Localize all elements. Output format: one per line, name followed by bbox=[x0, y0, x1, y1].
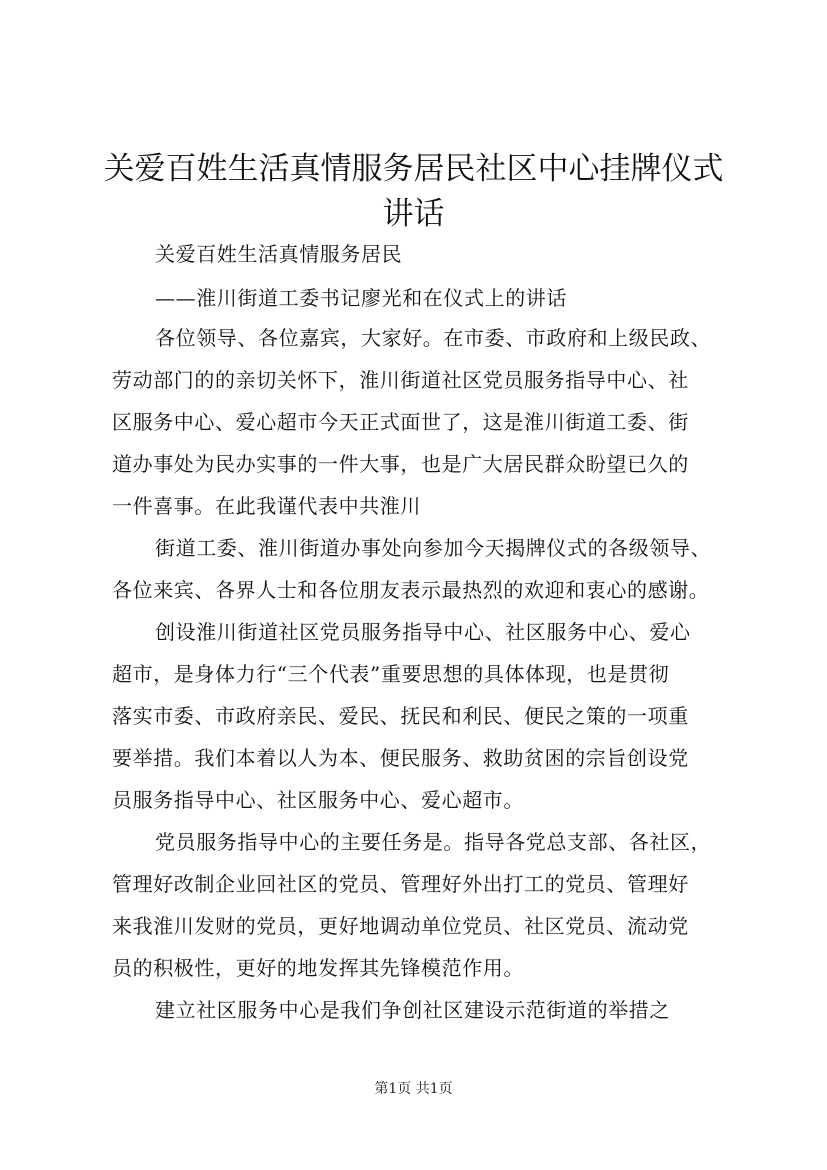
speaker-line: ——淮川街道工委书记廖光和在仪式上的讲话 bbox=[155, 286, 567, 310]
paragraph-5-line-1: 建立社区服务中心是我们争创社区建设示范街道的举措之 bbox=[155, 998, 670, 1022]
paragraph-4-line-1: 党员服务指导中心的主要任务是。指导各党总支部、各社区， bbox=[155, 830, 712, 854]
paragraph-3-line-4: 要举措。我们本着以人为本、便民服务、救助贫困的宗旨创设党 bbox=[112, 746, 689, 770]
document-title-line-2: 讲话 bbox=[382, 196, 445, 232]
paragraph-1-line-2: 劳动部门的的亲切关怀下，淮川街道社区党员服务指导中心、社 bbox=[112, 368, 689, 392]
paragraph-1-line-3: 区服务中心、爱心超市今天正式面世了，这是淮川街道工委、街 bbox=[112, 410, 689, 434]
paragraph-2-line-2: 各位来宾、各界人士和各位朋友表示最热烈的欢迎和衷心的感谢。 bbox=[112, 578, 710, 602]
paragraph-1-line-1: 各位领导、各位嘉宾，大家好。在市委、市政府和上级民政、 bbox=[155, 326, 712, 350]
paragraph-1-line-4: 道办事处为民办实事的一件大事，也是广大居民群众盼望已久的 bbox=[112, 452, 689, 476]
paragraph-3-line-5: 员服务指导中心、社区服务中心、爱心超市。 bbox=[112, 788, 524, 812]
paragraph-3-line-2: 超市，是身体力行“三个代表”重要思想的具体体现，也是贯彻 bbox=[112, 662, 670, 686]
document-title-line-1: 关爱百姓生活真情服务居民社区中心挂牌仪式 bbox=[103, 151, 724, 187]
paragraph-4-line-3: 来我淮川发财的党员，更好地调动单位党员、社区党员、流动党 bbox=[112, 914, 689, 938]
paragraph-3-line-3: 落实市委、市政府亲民、爱民、抚民和利民、便民之策的一项重 bbox=[112, 704, 689, 728]
subtitle-line: 关爱百姓生活真情服务居民 bbox=[155, 242, 403, 266]
paragraph-2-line-1: 街道工委、淮川街道办事处向参加今天揭牌仪式的各级领导、 bbox=[155, 536, 712, 560]
paragraph-4-line-2: 管理好改制企业回社区的党员、管理好外出打工的党员、管理好 bbox=[112, 872, 689, 896]
paragraph-3-line-1: 创设淮川街道社区党员服务指导中心、社区服务中心、爱心 bbox=[155, 620, 691, 644]
paragraph-4-line-4: 员的积极性，更好的地发挥其先锋模范作用。 bbox=[112, 956, 524, 980]
paragraph-1-line-5: 一件喜事。在此我谨代表中共淮川 bbox=[112, 494, 421, 518]
page-footer: 第1页 共1页 bbox=[374, 1081, 453, 1097]
